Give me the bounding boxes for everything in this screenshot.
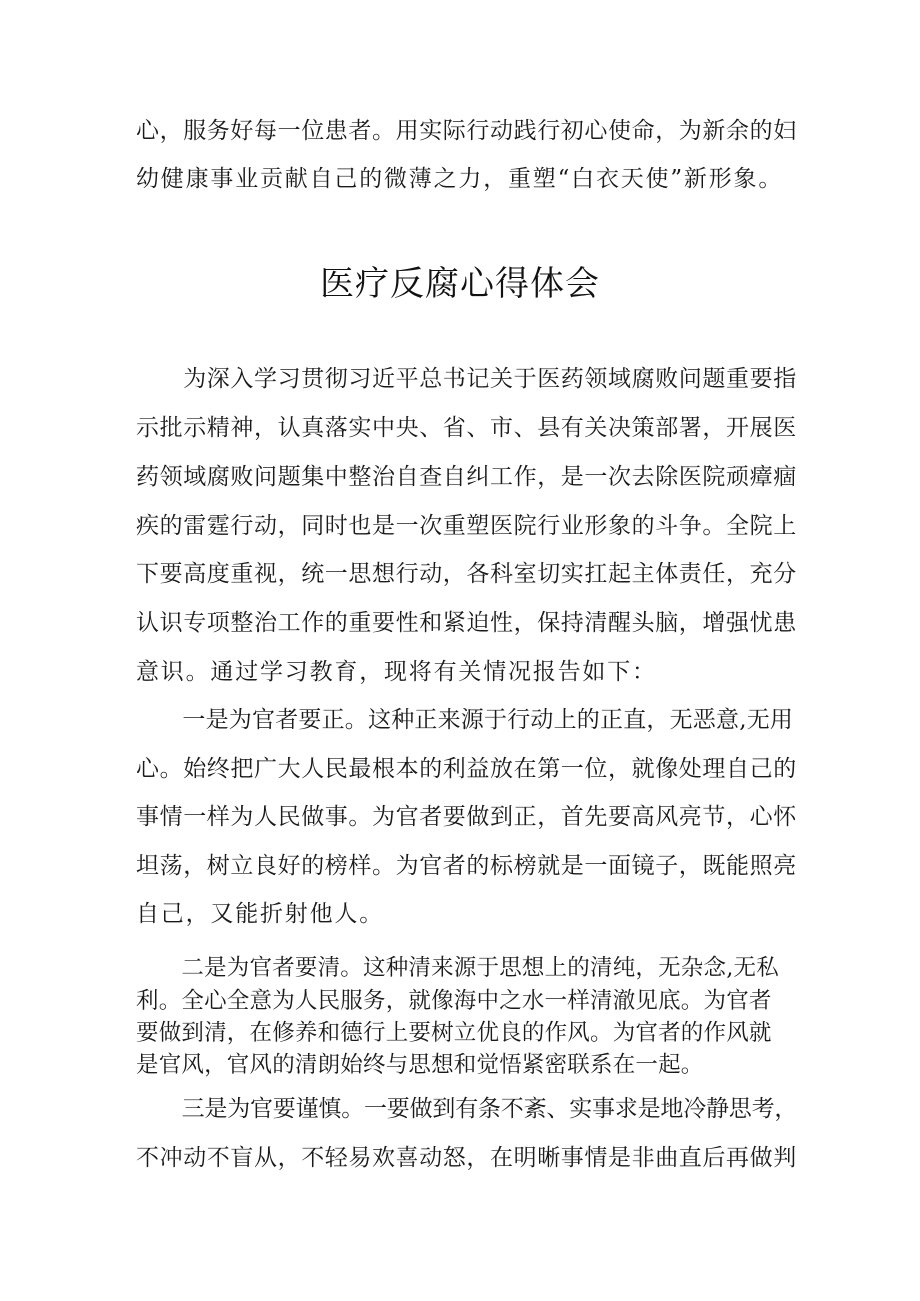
- intro-line: 心，服务好每一位患者。用实际行动践行初心使命，为新余的妇: [136, 118, 797, 144]
- paragraph-3-line: 是官风，官风的清朗始终与思想和觉悟紧密联系在一起。: [136, 1052, 704, 1078]
- intro-line: 幼健康事业贡献自己的微薄之力，重塑“白衣天使”新形象。: [136, 166, 784, 192]
- paragraph-4-line: 不冲动不盲从，不轻易欢喜动怒，在明晰事情是非曲直后再做判: [136, 1145, 797, 1171]
- paragraph-3-line: 要做到清，在修养和德行上要树立优良的作风。为官者的作风就: [136, 1020, 772, 1046]
- paragraph-1-line: 认识专项整治工作的重要性和紧迫性，保持清醒头脑，增强忧患: [136, 610, 797, 636]
- paragraph-2-line: 心。始终把广大人民最根本的利益放在第一位，就像处理自己的: [136, 756, 797, 782]
- paragraph-1-line: 下要高度重视，统一思想行动，各科室切实扛起主体责任，充分: [136, 561, 797, 587]
- paragraph-2-line: 自己，又能折射他人。: [136, 901, 384, 927]
- paragraph-2-line: 一是为官者要正。这种正来源于行动上的正直，无恶意,无用: [136, 707, 794, 733]
- paragraph-2-line: 坦荡，树立良好的榜样。为官者的标榜就是一面镜子，既能照亮: [136, 853, 797, 879]
- paragraph-3-line: 利。全心全意为人民服务，就像海中之水一样清澈见底。为官者: [136, 988, 772, 1014]
- paragraph-4-line: 三是为官要谨慎。一要做到有条不紊、实事求是地冷静思考，: [136, 1096, 798, 1122]
- paragraph-1-line: 为深入学习贯彻习近平总书记关于医药领域腐败问题重要指: [136, 366, 797, 392]
- page-title: 医疗反腐心得体会: [320, 264, 600, 304]
- paragraph-3-line: 二是为官者要清。这种清来源于思想上的清纯，无杂念,无私: [136, 955, 779, 981]
- paragraph-2-line: 事情一样为人民做事。为官者要做到正，首先要高风亮节，心怀: [136, 804, 797, 830]
- paragraph-1-line: 意识。通过学习教育，现将有关情况报告如下：: [136, 659, 657, 685]
- paragraph-1-line: 示批示精神，认真落实中央、省、市、县有关决策部署，开展医: [136, 415, 797, 441]
- paragraph-1-line: 药领域腐败问题集中整治自查自纠工作，是一次去除医院顽瘴痼: [136, 464, 797, 490]
- paragraph-1-line: 疾的雷霆行动，同时也是一次重塑医院行业形象的斗争。全院上: [136, 513, 797, 539]
